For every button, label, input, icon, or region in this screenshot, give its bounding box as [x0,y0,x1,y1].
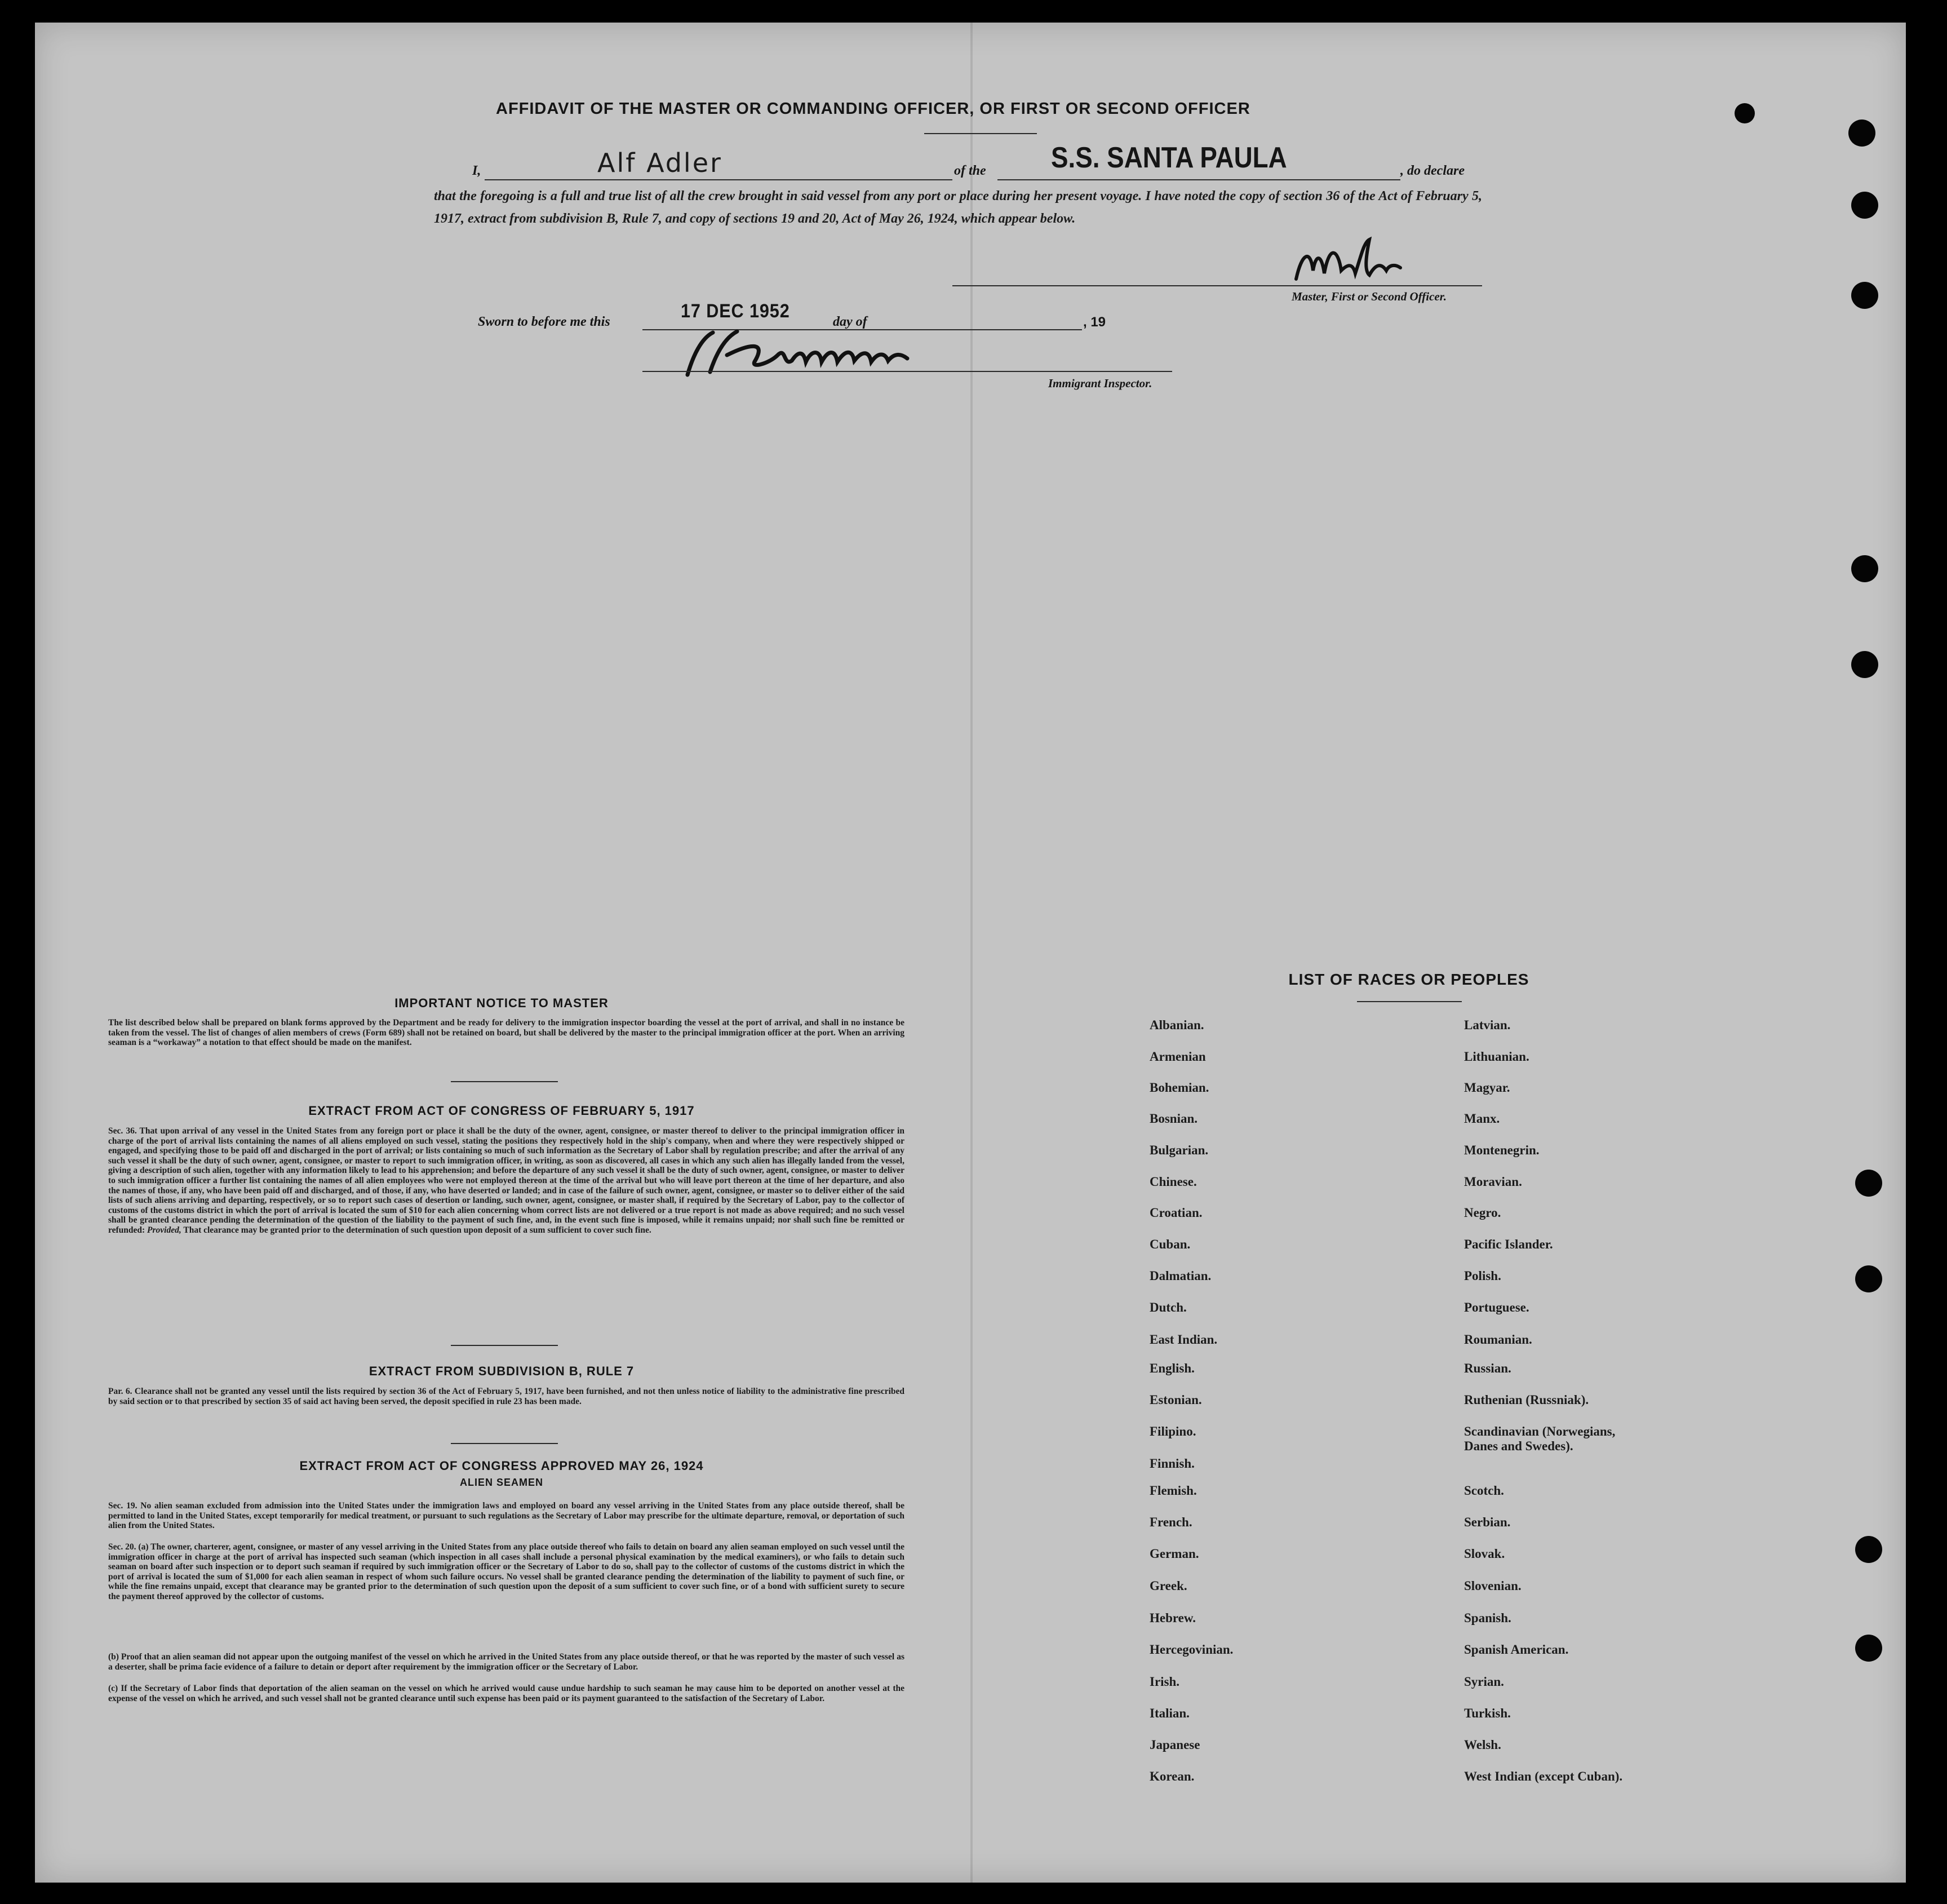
race-item: Bosnian. [1150,1112,1198,1126]
race-item: Polish. [1464,1269,1501,1283]
race-item: German. [1150,1547,1199,1561]
race-item: French. [1150,1515,1192,1529]
punch-hole [1851,555,1878,582]
race-item: Spanish American. [1464,1642,1569,1657]
race-item: Hercegovinian. [1150,1642,1234,1657]
notice-title: IMPORTANT NOTICE TO MASTER [394,996,609,1010]
race-item: Flemish. [1150,1484,1197,1498]
section-divider [451,1443,558,1444]
race-item: Roumanian. [1464,1332,1532,1347]
race-item: Korean. [1150,1769,1195,1783]
punch-hole [1855,1536,1882,1563]
race-item: Slovak. [1464,1547,1505,1561]
race-item: Cuban. [1150,1237,1191,1251]
race-item: Japanese [1150,1738,1200,1752]
master-caption: Master, First or Second Officer. [1292,290,1447,303]
declare-label: , do declare [1400,163,1465,178]
extract-1924-subtitle: ALIEN SEAMEN [459,1477,543,1488]
race-item: Negro. [1464,1206,1501,1220]
extract-1917-provided: Provided, [147,1225,181,1235]
extract-1924-title: EXTRACT FROM ACT OF CONGRESS APPROVED MAY 26, 1924 [299,1459,704,1473]
race-item: Armenian [1150,1050,1206,1064]
race-item: Estonian. [1150,1393,1202,1407]
extract-1917-text-a: Sec. 36. That upon arrival of any vessel in the United States from any foreign port or place it shall be the duty of the owner, agent, consignee, or master thereof to deliver to the principal immigration officer in charge of the port of arrival lists containing the names of all aliens employed on such vessel, stating the positions they respectively hold in the ship's company, when and where they were respectively shipped or engaged, and specifying those to be paid off and discharged in the port of arrival; or lists containing so much of such information as the Secretary of Labor shall by regulation prescribe; and after the arrival of any such vessel it shall be the duty of such owner, agent, consignee, or master to report to such immigration officer, in writing, as soon as discovered, all cases in which any such alien has illegally landed from the vessel, giving a description of such alien, together with any information likely to lead to his apprehension; and before the departure of any such vessel it shall be the duty of such owner, agent, consignee, or master to deliver to such immigration officer a further list containing the names of all alien employees who were not employed thereon at the time of the arrival but who will leave port thereon at the time of her departure, and also the names of those, if any, who have been paid off and discharged, and of those, if any, who have deserted or landed; and in case of the failure of such owner, agent, consignee, or master so to deliver either of the said lists of such aliens arriving and departing, respectively, or so to report such cases of desertion or landing, such owner, agent, consignee, or master shall, if required by the Secretary of Labor, pay to the collector of customs of the customs district in which the port of arrival is located the sum of $10 for each alien concerning whom correct lists are not delivered or a true report is not made as above required; and no such vessel shall be granted clearance pending the determination of the question of the liability to the payment of such fine, and, in the event such fine is imposed, while it remains unpaid; nor shall such fine be remitted or refunded: [108,1126,904,1235]
race-item: Dalmatian. [1150,1269,1212,1283]
extract-1924-sec20a: Sec. 20. (a) The owner, charterer, agent, consignee, or master of any vessel arriving in the United States from any place outside thereof who fails to detain on board any alien seaman employed on such vessel until the immigration officer in charge at the port of arrival has inspected such seaman (which inspection in all cases shall include a personal physical examination by the medical examiners), or who fails to detain such seaman on board after such inspection or to deport such seaman if required by such immigration officer or the Secretary of Labor to do so, shall pay to the collector of customs of the customs district in which the port of arrival is located the sum of $1,000 for each alien seaman in respect of whom such failure occurs. No vessel shall be granted clearance pending the determination of the liability to payment of such fine, or while the fine remains unpaid, except that clearance may be granted prior to the determination of such question upon the deposit of a sum sufficient to cover such fine, or of a bond with sufficient surety to secure the payment thereof approved by the collector of customs. [108,1542,904,1601]
race-item: Russian. [1464,1361,1511,1375]
punch-hole [1851,651,1878,678]
race-item: Montenegrin. [1464,1143,1540,1157]
race-item: Syrian. [1464,1675,1504,1689]
race-item: English. [1150,1361,1195,1375]
punch-hole [1735,103,1755,123]
race-item: Serbian. [1464,1515,1511,1529]
affidavit-title: AFFIDAVIT OF THE MASTER OR COMMANDING OFFICER, OR FIRST OR SECOND OFFICER [496,100,1250,118]
races-title-underline [1357,1001,1462,1002]
punch-hole [1855,1635,1882,1662]
year-prefix: , 19 [1083,315,1106,330]
section-divider [451,1081,558,1082]
race-item: Slovenian. [1464,1579,1522,1593]
inspector-signature-line [642,371,1172,372]
master-signature-line [952,285,1482,286]
race-item: Bohemian. [1150,1081,1209,1095]
officer-name-line [485,179,952,180]
sworn-date-stamp: 17 DEC 1952 [681,300,790,322]
inspector-caption: Immigrant Inspector. [1048,377,1152,390]
race-item: Magyar. [1464,1081,1510,1095]
race-item: Dutch. [1150,1300,1187,1314]
races-title: LIST OF RACES OR PEOPLES [1288,971,1529,988]
race-item: Manx. [1464,1112,1500,1126]
officer-name: Alf Adler [597,148,722,178]
race-item: East Indian. [1150,1332,1218,1347]
master-signature [1285,231,1409,287]
sworn-prefix: Sworn to before me this [478,315,610,329]
race-item: Irish. [1150,1675,1180,1689]
punch-hole [1851,192,1878,219]
extract-rule7-text: Par. 6. Clearance shall not be granted any vessel until the lists required by section 36 of the Act of February 5, 1917, have been furnished, and not then unless notice of liability to the administrative fine prescribed by said section or to that prescribed by section 35 of said act having been served, the deposit specified in rule 23 has been made. [108,1387,904,1406]
section-divider [451,1345,558,1346]
punch-hole [1851,282,1878,309]
race-item: Greek. [1150,1579,1187,1593]
race-item: Albanian. [1150,1018,1204,1032]
day-of-label: day of [833,315,867,329]
race-item: Welsh. [1464,1738,1501,1752]
extract-1924-sec20b: (b) Proof that an alien seaman did not appear upon the outgoing manifest of the vessel on which he arrived in the United States from any place outside thereof, or that he was reported by the master of such vessel as a deserter, shall be prima facie evidence of a failure to detain or deport after requirement by the immigration officer or the Secretary of Labor. [108,1652,904,1672]
declarant-prefix: I, [472,163,481,178]
race-item: Finnish. [1150,1456,1195,1471]
extract-1917-text [108,1126,904,1236]
page-fold [970,23,973,1883]
affidavit-body: that the foregoing is a full and true list of all the crew brought in said vessel from any port or place during her present voyage. I have noted the copy of section 36 of the Act of February 5, 1917, extract from subdivision B, Rule 7, and copy of sections 19 and 20, Act of May 26, 1924, which appear below. [434,189,1482,226]
race-item: Turkish. [1464,1706,1511,1720]
race-item: Hebrew. [1150,1611,1196,1625]
race-item: Pacific Islander. [1464,1237,1553,1251]
race-item: Scandinavian (Norwegians, Danes and Swedes). [1464,1424,1616,1453]
race-item: Portuguese. [1464,1300,1529,1314]
race-item: West Indian (except Cuban). [1464,1769,1623,1783]
inspector-signature [671,321,986,383]
race-item: Filipino. [1150,1424,1196,1438]
extract-1924-sec20c: (c) If the Secretary of Labor finds that deportation of the alien seaman on the vessel on which he arrived would cause undue hardship to such seaman he may cause him to be deported on another vessel at the expense of the vessel on which he arrived, and such vessel shall not be granted clearance until such expense has been paid or its payment guaranteed to the satisfaction of the Secretary of Labor. [108,1684,904,1703]
race-item: Chinese. [1150,1175,1197,1189]
race-item: Lithuanian. [1464,1050,1529,1064]
race-item: Latvian. [1464,1018,1511,1032]
race-item: Bulgarian. [1150,1143,1209,1157]
race-item: Ruthenian (Russniak). [1464,1393,1589,1407]
notice-text: The list described below shall be prepared on blank forms approved by the Department and be ready for delivery to the immigration inspector boarding the vessel at the port of arrival, and shall in no instance be taken from the vessel. The list of changes of alien members of crews (Form 689) shall not be retained on board, but shall be delivered by the master to the principal immigration officer at the port. When an arriving seaman is a “workaway” a notation to that effect should be made on the manifest. [108,1018,904,1048]
extract-1924-sec19: Sec. 19. No alien seaman excluded from admission into the United States under the immigration laws and employed on board any vessel arriving in the United States from any place outside thereof, shall be permitted to land in the United States, except temporarily for medical treatment, or pursuant to such regulations as the Secretary of Labor may prescribe for the ultimate departure, removal, or deportation of such alien from the United States. [108,1501,904,1531]
extract-1917-title: EXTRACT FROM ACT OF CONGRESS OF FEBRUARY 5, 1917 [308,1104,695,1118]
race-item: Spanish. [1464,1611,1511,1625]
extract-1917-text-b: That clearance may be granted prior to the determination of such question upon deposit of a sum sufficient to cover such fine. [183,1225,651,1235]
of-the-label: of the [954,163,986,178]
extract-rule7-title: EXTRACT FROM SUBDIVISION B, RULE 7 [369,1364,635,1378]
title-underline [924,133,1037,134]
race-item: Moravian. [1464,1175,1522,1189]
vessel-name-line [997,179,1400,180]
punch-hole [1855,1265,1882,1292]
race-item: Scotch. [1464,1484,1504,1498]
vessel-name: S.S. SANTA PAULA [1051,141,1287,174]
punch-hole [1855,1170,1882,1197]
race-item: Italian. [1150,1706,1190,1720]
race-item: Croatian. [1150,1206,1203,1220]
punch-hole [1848,119,1875,147]
